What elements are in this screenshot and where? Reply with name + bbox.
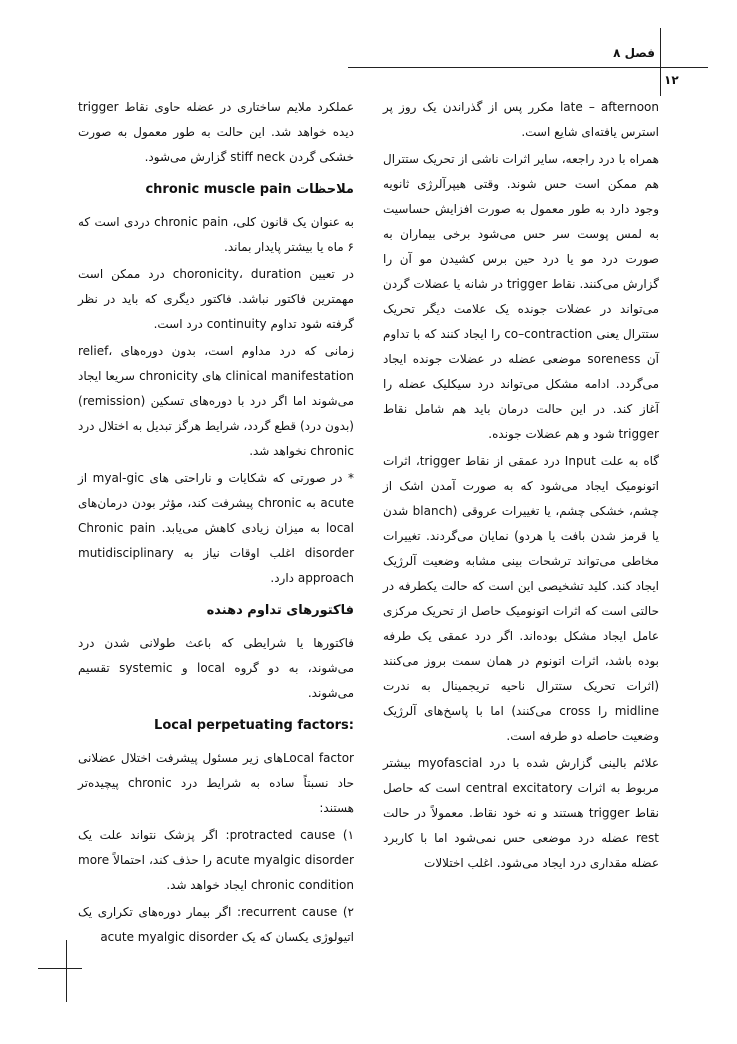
footer-crop-mark-v bbox=[66, 940, 67, 1002]
chapter-label: فصل ۸ bbox=[613, 46, 655, 60]
paragraph: late – afternoon مکرر پس از گذراندن یک روز پر استرس یافته‌ای شایع است. bbox=[383, 100, 659, 139]
paragraph: گاه به علت Input درد عمقی از نقاط trigger، اثرات اتونومیک ایجاد می‌شود که به صورت آمدن اشک از چشم، خشکی چشم، یا تغییرات عروقی (blanch شدن یا قرمز شدن بافت یا هردو) نمایان می‌گردند. تغییرات مخاطی می‌تواند ترشحات بینی مشابه وضعیت آلرژیک ایجاد کند. کلید تشخیصی این است که حالت یکطرفه در حالتی است که اثرات اتونومیک حاصل از تحریک مرکزی عامل ایجاد مشکل بوده‌اند. اگر درد عمقی یک طرفه بوده باشد، اثرات اتونوم در همان سمت بروز می‌کنند (اثرات تحریک ستترال ناحیه تریجمینال به ندرت midline را cross می‌کنند) اما با پاسخ‌های آلرژیک وضعیت حاصله دو طرفه است. bbox=[383, 454, 660, 743]
header-crop-mark bbox=[660, 28, 661, 96]
paragraph: همراه با درد راجعه، سایر اثرات ناشی از تحریک ستترال هم ممکن است حس شوند. وقتی هیپرآلرژی ثانویه وجود دارد به طور معمول به صورت افزایش حساسیت به لمس پوست سر حس می‌شود برخی بیماران به صورت درد مو یا درد حین برس کشیدن مو آن را گزارش می‌کنند. نقاط trigger در شانه یا عضلات گردن می‌تواند در عضلات جونده یک علامت دیگر تحریک ستترال یعنی co–contraction را ایجاد کنند که با تداوم آن soreness موضعی عضله در عضلات جونده ایجاد می‌گردد. ادامه مشکل می‌تواند درد سیکلیک عضله را آغاز کند. در این حالت درمان باید هم شامل نقاط trigger شود و هم عضلات جونده. bbox=[383, 152, 660, 441]
page-number: ۱۲ bbox=[664, 73, 679, 87]
paragraph: عملکرد ملایم ساختاری در عضله حاوی نقاط trigger دیده خواهد شد. این حالت به طور معمول به صورت خشکی گردن stiff neck گزارش می‌شود. bbox=[78, 100, 354, 164]
paragraph: ۲) recurrent cause: اگر بیمار دوره‌های تکراری یک اتیولوژی یکسان که یک acute myalgic disorder bbox=[78, 905, 354, 944]
paragraph: Local factorهای زیر مسئول پیشرفت اختلال عضلانی حاد نسبتاً ساده به شرایط درد chronic پیچیده‌تر هستند: bbox=[78, 751, 354, 815]
paragraph: علائم بالینی گزارش شده با درد myofascial بیشتر مربوط به اثرات central excitatory است که حاصل نقاط trigger هستند و نه خود نقاط. معمولاً در حالت rest عضله درد موضعی حس نمی‌شود اما با کاربرد عضله مقداری درد ایجاد می‌شود. اغلب اختلالات bbox=[383, 756, 659, 870]
section-heading: ملاحظات chronic muscle pain bbox=[145, 182, 354, 197]
section-heading: فاکتورهای تداوم دهنده bbox=[206, 603, 354, 618]
paragraph: فاکتورها یا شرایطی که باعث طولانی شدن درد می‌شوند، به دو گروه local و systemic تقسیم می‌شوند. bbox=[78, 636, 354, 700]
footer-crop-mark-h bbox=[38, 968, 82, 969]
header-rule bbox=[348, 67, 708, 68]
paragraph: به عنوان یک قانون کلی، chronic pain دردی است که ۶ ماه یا بیشتر پایدار بماند. bbox=[78, 215, 355, 254]
paragraph: * در صورتی که شکایات و ناراحتی های myal-gic از acute به chronic پیشرفت کند، مؤثر بودن درمان‌های local به میزان زیادی کاهش می‌یابد. Chronic pain disorder اغلب اوقات نیاز به mutidisciplinary approach دارد. bbox=[78, 471, 354, 585]
paragraph: ۱) protracted cause: اگر پزشک نتواند علت یک acute myalgic disorder را حذف کند، احتمالاً more chronic condition ایجاد خواهد شد. bbox=[78, 828, 355, 892]
left-column bbox=[78, 95, 354, 952]
paragraph: زمانی که درد مداوم است، بدون دوره‌های relief، clinical manifestation های chronicity سریعا ایجاد می‌شوند اما اگر درد با دوره‌های تسکین (remission) (بدون درد) قطع گردد، شرایط هرگز تبدیل به اختلال درد chronic نخواهد شد. bbox=[78, 344, 354, 458]
paragraph: در تعیین choronicity، duration درد ممکن است مهمترین فاکتور نباشد. فاکتور دیگری که باید در نظر گرفته شود تداوم continuity درد است. bbox=[78, 267, 355, 331]
right-column bbox=[383, 95, 659, 878]
section-heading: :Local perpetuating factors bbox=[154, 718, 354, 733]
